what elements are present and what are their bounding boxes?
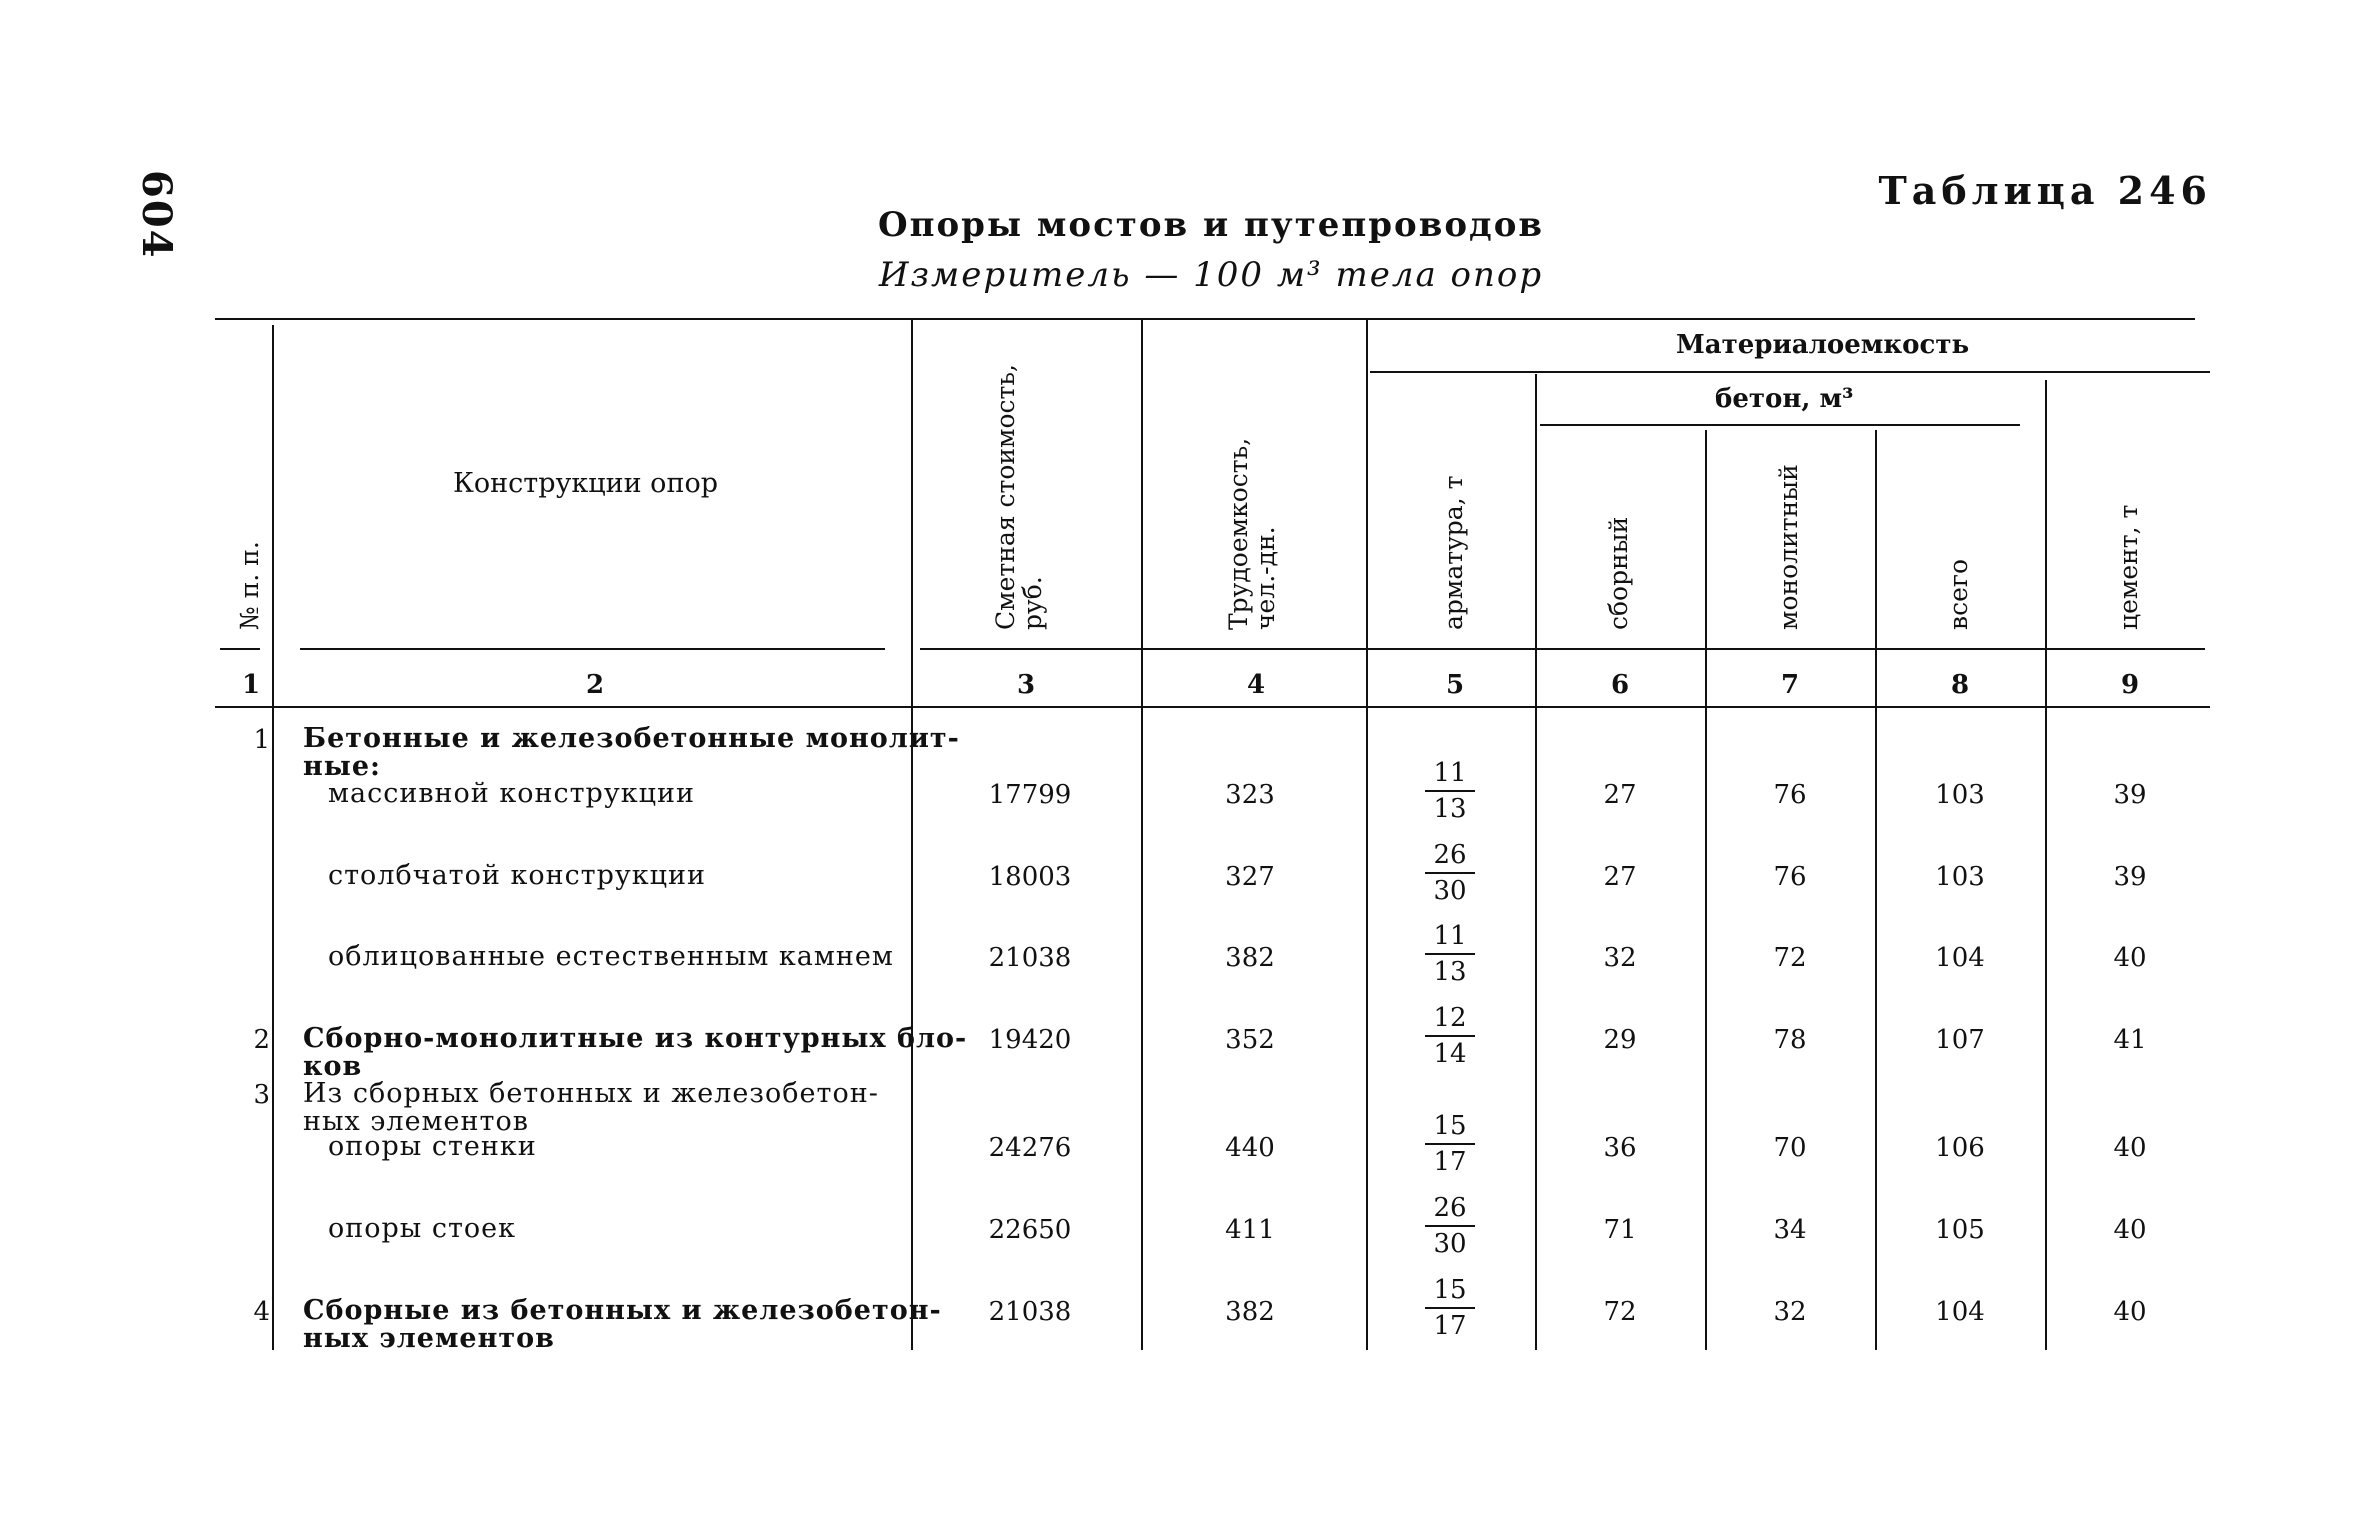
fraction-denominator: 30 <box>1433 876 1467 906</box>
column-number: 3 <box>1016 670 1036 700</box>
cell-prefab: 71 <box>1603 1215 1637 1245</box>
header-labor <box>1225 438 1279 630</box>
fraction-denominator: 17 <box>1433 1311 1467 1341</box>
group-title-line: Из сборных бетонных и железобетон- <box>303 1078 879 1109</box>
cell-prefab: 27 <box>1603 780 1637 810</box>
top-rule <box>215 318 2195 320</box>
cell-prefab: 27 <box>1603 862 1637 892</box>
cell-armature-fraction <box>1410 838 1490 908</box>
cell-cost: 17799 <box>988 780 1072 810</box>
column-number: 5 <box>1445 670 1465 700</box>
cell-cement: 40 <box>2113 1297 2147 1327</box>
cell-mono: 78 <box>1773 1025 1807 1055</box>
cell-cost: 22650 <box>988 1215 1072 1245</box>
cell-total: 106 <box>1935 1133 1985 1163</box>
group-number: 2 <box>253 1025 270 1055</box>
cell-cement: 39 <box>2113 862 2147 892</box>
header-materials: Материалоемкость <box>1676 330 1970 360</box>
cell-labor: 440 <box>1225 1133 1275 1163</box>
row-label: опоры стенки <box>328 1131 537 1162</box>
fraction-numerator: 11 <box>1425 756 1475 792</box>
colnum-top-rule-1 <box>220 648 260 650</box>
col-divider <box>1535 374 1537 1350</box>
cell-total: 103 <box>1935 780 1985 810</box>
cell-total: 104 <box>1935 943 1985 973</box>
group-title <box>303 1025 967 1081</box>
column-number: 6 <box>1610 670 1630 700</box>
cell-prefab: 29 <box>1603 1025 1637 1055</box>
cell-mono: 34 <box>1773 1215 1807 1245</box>
cell-mono: 72 <box>1773 943 1807 973</box>
cell-mono: 70 <box>1773 1133 1807 1163</box>
fraction-numerator: 11 <box>1425 919 1475 955</box>
cell-labor: 382 <box>1225 943 1275 973</box>
cell-cost: 21038 <box>988 1297 1072 1327</box>
header-cement: цемент, т <box>2114 504 2143 630</box>
header-cost-line2: руб. <box>1018 576 1047 630</box>
colnum-top-rule-3 <box>920 648 2205 650</box>
header-num: № п. п. <box>235 541 264 630</box>
cell-prefab: 72 <box>1603 1297 1637 1327</box>
col-divider <box>911 320 913 1350</box>
fraction-numerator: 15 <box>1425 1273 1475 1309</box>
column-number: 4 <box>1246 670 1266 700</box>
group-title-line: ков <box>303 1051 363 1082</box>
fraction-denominator: 13 <box>1433 794 1467 824</box>
fraction-numerator: 26 <box>1425 1191 1475 1227</box>
fraction-denominator: 14 <box>1433 1039 1467 1069</box>
group-number: 3 <box>253 1080 270 1110</box>
colnum-top-rule-2 <box>300 648 885 650</box>
column-number: 2 <box>585 670 605 700</box>
col-divider <box>272 325 274 1350</box>
cell-labor: 382 <box>1225 1297 1275 1327</box>
col-divider <box>1875 430 1877 1350</box>
cell-armature-fraction <box>1410 756 1490 826</box>
table-subtitle: Измеритель — 100 м³ тела опор <box>878 255 1544 295</box>
cell-armature-fraction <box>1410 919 1490 989</box>
group-title-line: Сборные из бетонных и железобетон- <box>303 1295 942 1326</box>
group-title-line: ных элементов <box>303 1106 529 1137</box>
cell-cost: 19420 <box>988 1025 1072 1055</box>
row-label: столбчатой конструкции <box>328 860 707 891</box>
group-title <box>303 725 960 781</box>
cell-armature-fraction <box>1410 1001 1490 1071</box>
group-title-line: Бетонные и железобетонные монолит- <box>303 723 960 754</box>
col-divider <box>2045 380 2047 1350</box>
header-monolithic: монолитный <box>1774 464 1803 630</box>
cell-mono: 76 <box>1773 780 1807 810</box>
cell-total: 105 <box>1935 1215 1985 1245</box>
cell-cement: 40 <box>2113 943 2147 973</box>
cell-prefab: 32 <box>1603 943 1637 973</box>
cell-labor: 327 <box>1225 862 1275 892</box>
fraction-denominator: 17 <box>1433 1147 1467 1177</box>
cell-cement: 40 <box>2113 1133 2147 1163</box>
cell-cost: 18003 <box>988 862 1072 892</box>
column-number: 1 <box>241 670 261 700</box>
row-label: опоры стоек <box>328 1213 517 1244</box>
header-labor-line2: чел.-дн. <box>1251 526 1280 630</box>
cell-armature-fraction <box>1410 1191 1490 1261</box>
materials-rule <box>1370 371 2210 373</box>
header-armature: арматура, т <box>1439 475 1468 630</box>
column-number: 9 <box>2120 670 2140 700</box>
cell-total: 104 <box>1935 1297 1985 1327</box>
table-label: Таблица 246 <box>1878 168 2212 213</box>
col-divider <box>1141 320 1143 1350</box>
header-concrete: бетон, м³ <box>1715 384 1854 414</box>
group-number: 1 <box>253 725 270 755</box>
header-prefab: сборный <box>1604 516 1633 630</box>
row-label: массивной конструкции <box>328 778 695 809</box>
header-labor-line1: Трудоемкость, <box>1224 437 1253 630</box>
column-number: 8 <box>1950 670 1970 700</box>
cell-total: 103 <box>1935 862 1985 892</box>
group-title-line: ные: <box>303 751 381 782</box>
cell-labor: 323 <box>1225 780 1275 810</box>
cell-cement: 41 <box>2113 1025 2147 1055</box>
cell-labor: 352 <box>1225 1025 1275 1055</box>
cell-mono: 32 <box>1773 1297 1807 1327</box>
row-label: облицованные естественным камнем <box>328 941 894 972</box>
cell-total: 107 <box>1935 1025 1985 1055</box>
cell-cement: 39 <box>2113 780 2147 810</box>
header-cost <box>992 364 1046 630</box>
header-bottom-rule <box>215 706 2210 708</box>
cell-cost: 24276 <box>988 1133 1072 1163</box>
cell-cost: 21038 <box>988 943 1072 973</box>
fraction-numerator: 12 <box>1425 1001 1475 1037</box>
fraction-numerator: 26 <box>1425 838 1475 874</box>
page-number: 604 <box>133 170 180 260</box>
concrete-rule <box>1540 424 2020 426</box>
group-title-line: ных элементов <box>303 1323 555 1354</box>
column-number: 7 <box>1780 670 1800 700</box>
cell-armature-fraction <box>1410 1109 1490 1179</box>
header-construction: Конструкции опор <box>453 468 718 499</box>
group-number: 4 <box>253 1297 270 1327</box>
fraction-numerator: 15 <box>1425 1109 1475 1145</box>
fraction-denominator: 30 <box>1433 1229 1467 1259</box>
cell-armature-fraction <box>1410 1273 1490 1343</box>
header-cost-line1: Сметная стоимость, <box>991 364 1020 630</box>
header-total: всего <box>1944 558 1973 630</box>
col-divider <box>1366 320 1368 1350</box>
cell-prefab: 36 <box>1603 1133 1637 1163</box>
table-title: Опоры мостов и путепроводов <box>878 205 1544 245</box>
fraction-denominator: 13 <box>1433 957 1467 987</box>
col-divider <box>1705 430 1707 1350</box>
group-title <box>303 1080 879 1136</box>
group-title-line: Сборно-монолитные из контурных бло- <box>303 1023 968 1054</box>
group-title <box>303 1297 942 1353</box>
cell-mono: 76 <box>1773 862 1807 892</box>
cell-labor: 411 <box>1225 1215 1275 1245</box>
cell-cement: 40 <box>2113 1215 2147 1245</box>
